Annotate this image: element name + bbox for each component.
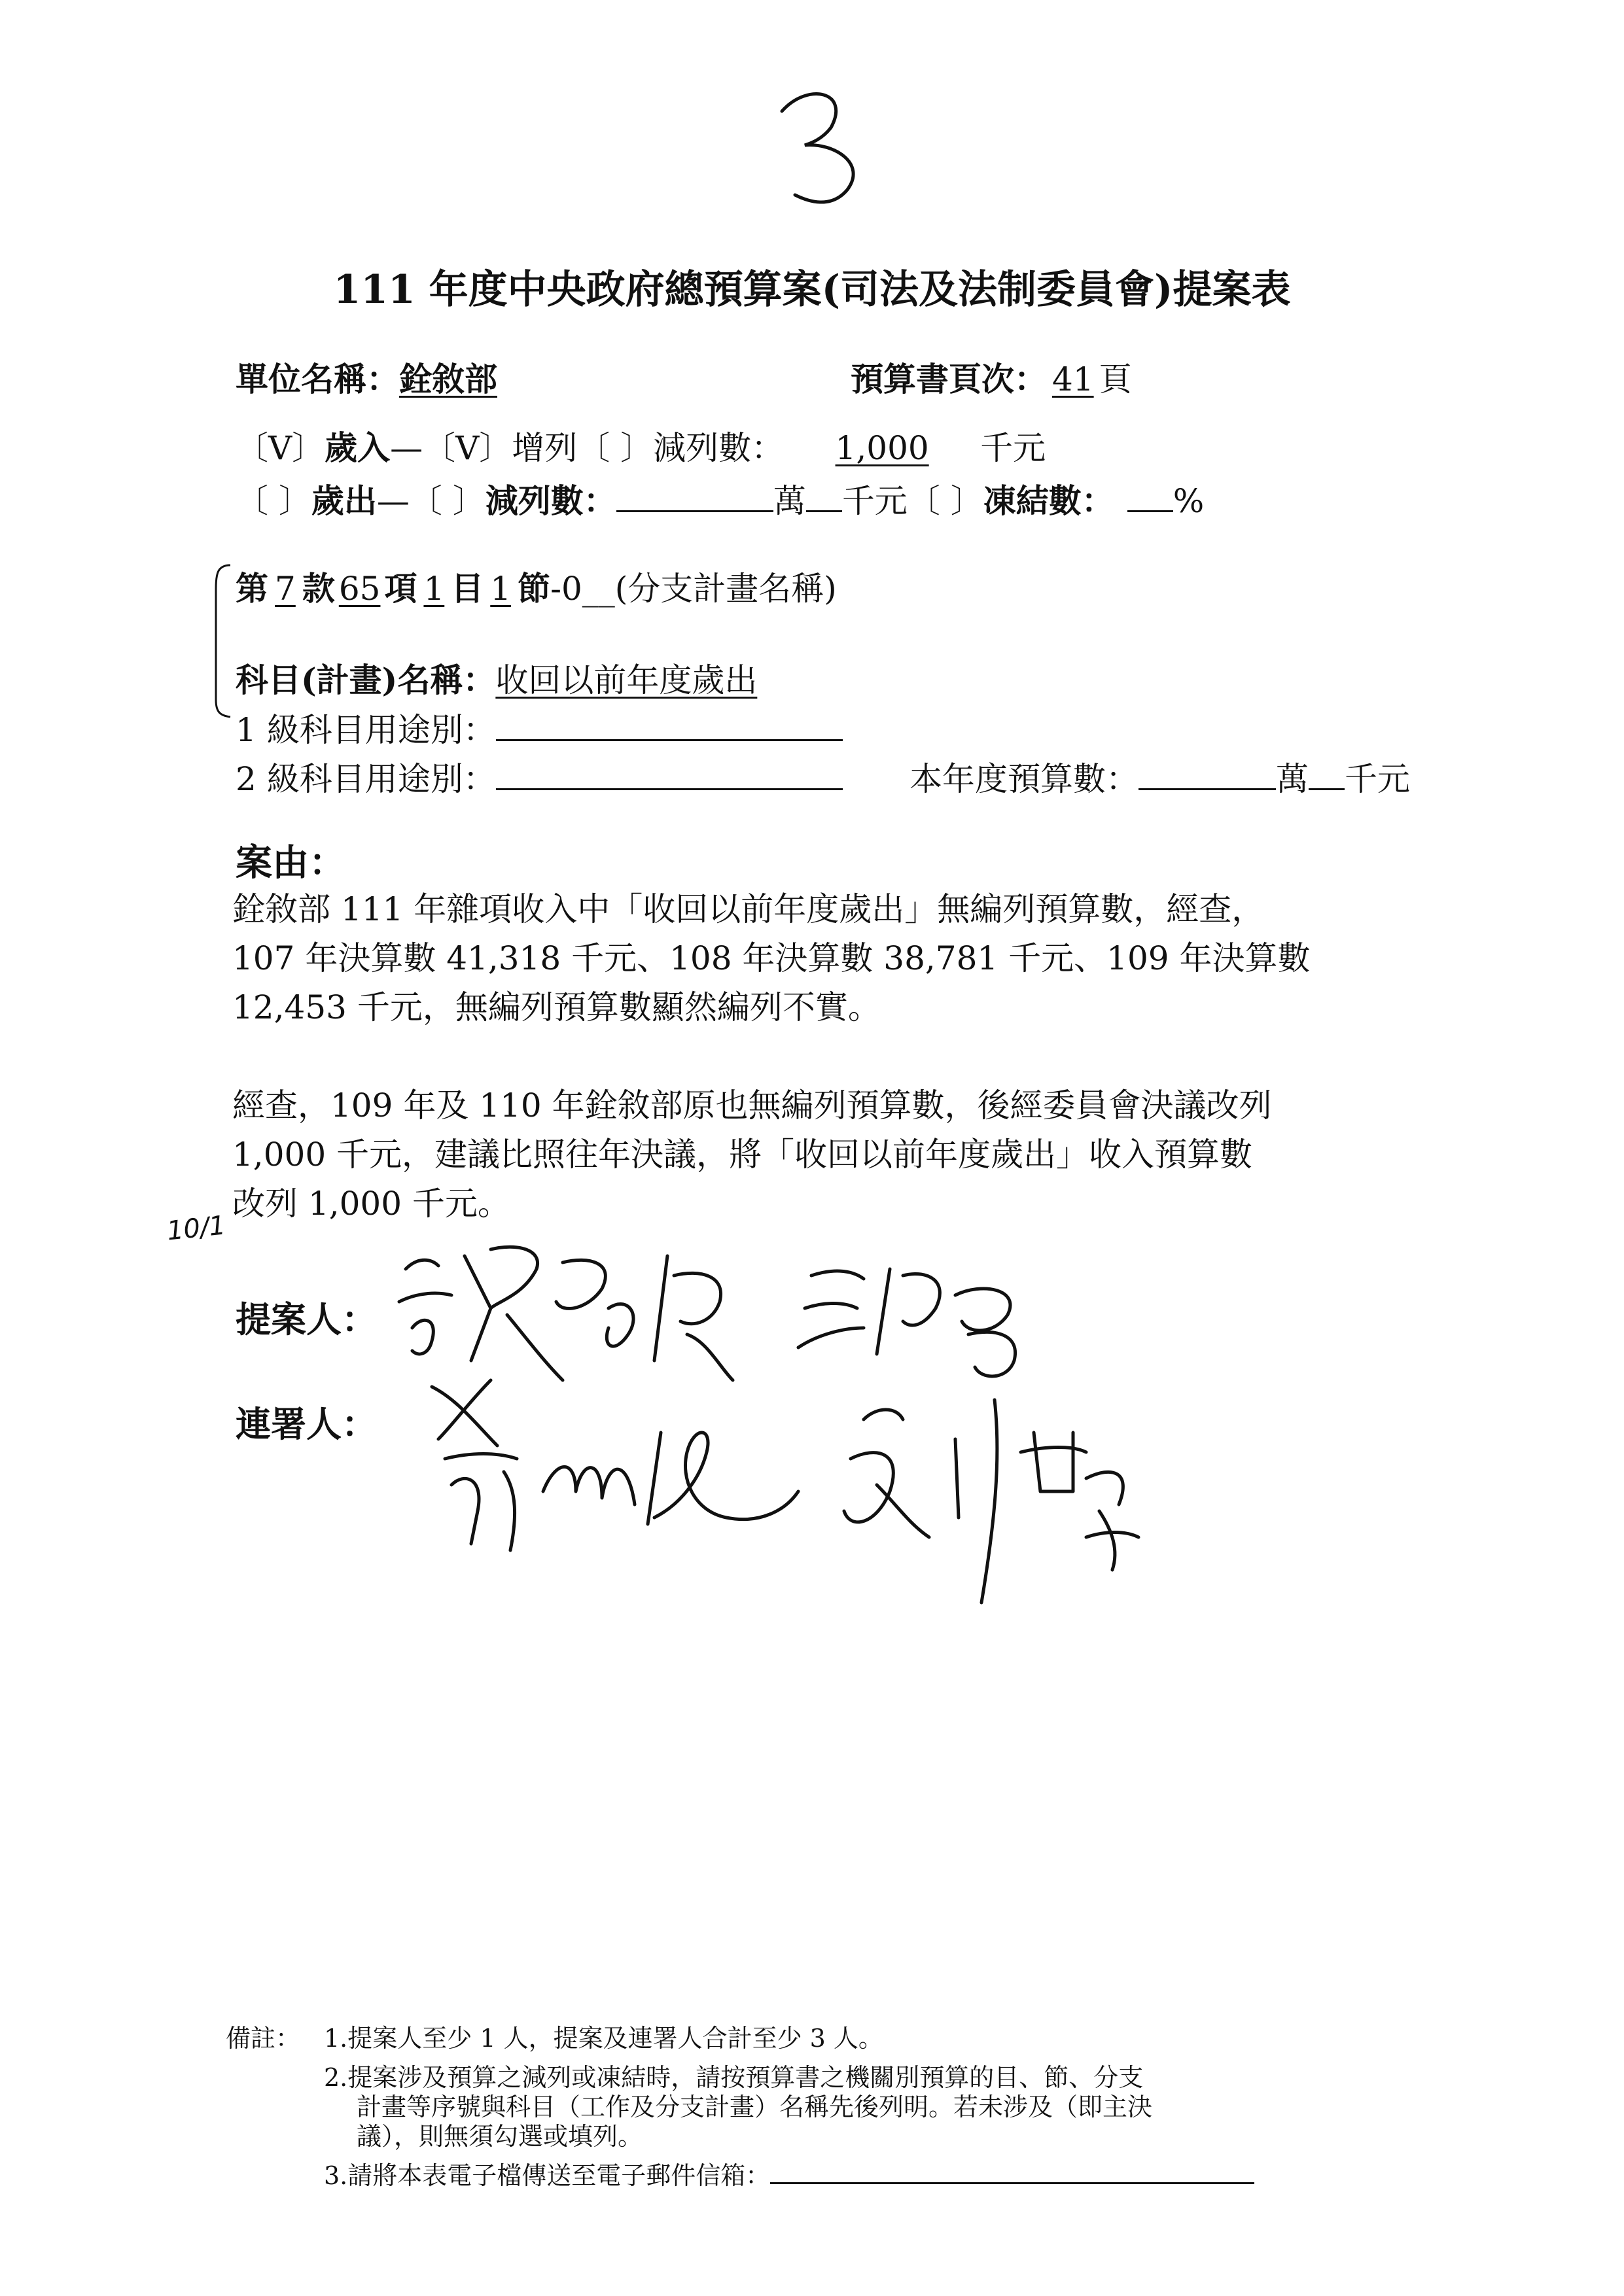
jie-number: 1	[490, 570, 512, 608]
xiang-number: 65	[338, 570, 381, 608]
program-name-placeholder: -0__(分支計畫名稱)	[550, 570, 837, 608]
handwritten-page-number	[769, 85, 874, 209]
annual-budget-label: 本年度預算數：	[909, 760, 1139, 798]
margin-handwritten-note: 10/1	[165, 1210, 227, 1247]
expense-row	[236, 481, 1205, 520]
email-blank	[770, 2160, 1254, 2184]
note-2-line3: 議），則無須勾選或填列。	[357, 2122, 643, 2151]
level1-label: 1 級科目用途別：	[236, 711, 496, 749]
reason-p2-line1: 經查，109 年及 110 年銓敘部原也無編列預算數，後經委員會決議改列	[232, 1087, 1272, 1124]
notes-label: 備註：	[226, 2024, 301, 2053]
increase-label: 增列	[512, 429, 578, 467]
freeze-checkbox: 〔 〕	[907, 482, 983, 520]
annual-budget-qian-blank	[1309, 762, 1345, 790]
revenue-checkbox: 〔V〕	[236, 429, 325, 467]
annual-budget-row	[909, 760, 1410, 798]
level2-label: 2 級科目用途別：	[236, 760, 496, 798]
level2-blank	[496, 762, 843, 790]
unit-row	[236, 360, 497, 398]
unit-label: 單位名稱：	[236, 360, 399, 398]
note-1: 1.提案人至少 1 人，提案及連署人合計至少 3 人。	[324, 2024, 883, 2053]
reason-heading: 案由：	[236, 841, 345, 884]
expense-label: 歲出	[311, 481, 377, 520]
increase-checkbox: 〔V〕	[423, 429, 512, 467]
reason-p1-line2: 107 年決算數 41,318 千元、108 年決算數 38,781 千元、109 年決算數	[232, 939, 1311, 977]
note-2-line2: 計畫等序號與科目（工作及分支計畫）名稱先後列明。若未涉及（即主決	[357, 2093, 1153, 2121]
annual-budget-wan: 萬	[1276, 760, 1309, 798]
freeze-blank	[1127, 484, 1173, 512]
level2-row	[236, 760, 843, 798]
level1-row	[236, 711, 843, 749]
level1-blank	[496, 713, 843, 741]
xiang-label: 項	[384, 569, 417, 608]
page-title: 111 年度中央政府總預算案(司法及法制委員會)提案表	[333, 267, 1291, 313]
reason-p2-line2: 1,000 千元，建議比照往年決議，將「收回以前年度歲出」收入預算數	[232, 1136, 1253, 1174]
reason-p1-line3: 12,453 千元，無編列預算數顯然編列不實。	[232, 988, 881, 1026]
expense-dash: —	[376, 482, 410, 520]
note-2-line1: 2.提案涉及預算之減列或凍結時，請按預算書之機關別預算的目、節、分支	[324, 2063, 1144, 2092]
expense-wan: 萬	[773, 482, 806, 520]
annual-budget-blank	[1139, 762, 1276, 790]
kuan-number: 7	[275, 570, 296, 608]
revenue-dash: —	[390, 429, 423, 467]
mu-number: 1	[423, 570, 445, 608]
expense-qian-blank	[806, 484, 842, 512]
budget-page-value: 41	[1052, 360, 1094, 398]
mu-label: 目	[451, 569, 484, 608]
decrease-checkbox: 〔 〕	[577, 429, 654, 467]
kuan-label: 款	[302, 569, 335, 608]
left-brace	[208, 563, 234, 720]
jie-label: 節	[518, 569, 551, 608]
freeze-percent: %	[1173, 482, 1205, 520]
annual-budget-qianyuan: 千元	[1345, 760, 1410, 798]
subject-label: 科目(計畫)名稱：	[236, 661, 496, 699]
reason-p2-line3: 改列 1,000 千元。	[232, 1185, 510, 1223]
revenue-row	[236, 428, 1046, 467]
note-3-text: 3.請將本表電子檔傳送至電子郵件信箱：	[324, 2161, 771, 2190]
expense-decrease-checkbox: 〔 〕	[409, 482, 485, 520]
expense-qianyuan: 千元	[841, 482, 908, 520]
note-3	[324, 2155, 1254, 2191]
revenue-amount: 1,000	[835, 429, 929, 467]
expense-checkbox: 〔 〕	[236, 482, 311, 520]
revenue-unit: 千元	[980, 429, 1046, 467]
cosigner-signature	[419, 1361, 1171, 1609]
freeze-label: 凍結數：	[983, 481, 1114, 520]
subject-row	[236, 661, 758, 699]
cosigner-label: 連署人：	[236, 1403, 377, 1445]
item-row	[236, 569, 837, 608]
reason-p1-line1: 銓敘部 111 年雜項收入中「收回以前年度歲出」無編列預算數，經查，	[232, 890, 1265, 928]
revenue-label: 歲入	[325, 428, 391, 467]
unit-value: 銓敘部	[399, 360, 497, 398]
expense-decrease-label: 減列數：	[485, 481, 616, 520]
budget-page-label: 預算書頁次：	[851, 360, 1047, 398]
decrease-label: 減列數：	[653, 429, 785, 467]
proposer-label: 提案人：	[236, 1298, 377, 1340]
expense-amount-blank	[616, 484, 773, 512]
item-di: 第	[236, 569, 268, 608]
subject-value: 收回以前年度歲出	[495, 661, 758, 699]
budget-page-suffix: 頁	[1099, 360, 1132, 398]
budget-page-row	[851, 360, 1132, 398]
